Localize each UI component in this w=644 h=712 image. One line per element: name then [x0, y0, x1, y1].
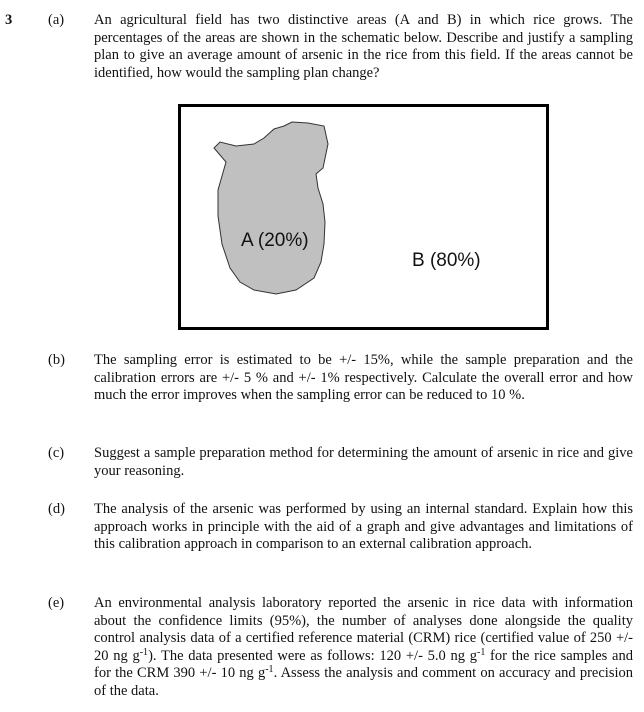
part-d-label: (d) [48, 501, 65, 517]
part-e-text-1: An environmental analysis laboratory reported the arsenic in rice data with information about the confidence limits (95%), the number of analyses done alongside the quality control analysis data of a certified reference material (CRM) rice (certified value of 250 +/- 20 ng g [94, 595, 633, 664]
area-a-label: A (20%) [241, 230, 309, 251]
part-e-text [94, 595, 633, 700]
part-c-label: (c) [48, 445, 65, 461]
question-number: 3 [5, 12, 13, 28]
field-schematic [178, 104, 549, 330]
unit-exponent: -1 [265, 664, 274, 675]
part-e-text-4: . Assess the analysis and comment on accuracy and precision of the data. [94, 665, 633, 699]
part-a-text: An agricultural field has two distinctive areas (A and B) in which rice grows. The percentages of the areas are shown in the schematic below. Describe and justify a sampling plan to give an average amount of arsenic in the rice from this field. If the areas cannot be identified, how would the sampling plan change? [94, 12, 633, 81]
part-e-text-2: ). The data presented were as follows: 120 +/- 5.0 ng g [148, 647, 477, 664]
part-e-label: (e) [48, 595, 65, 611]
area-b-label: B (80%) [412, 250, 481, 271]
part-a-label: (a) [48, 12, 65, 28]
part-b-text: The sampling error is estimated to be +/- 15%, while the sample preparation and the calibration errors are +/- 5 % and +/- 1% respectively. Calculate the overall error and how much the error improves when the sampling error can be reduced to 10 %. [94, 352, 633, 403]
area-a-region [214, 122, 328, 294]
part-b-label: (b) [48, 352, 65, 368]
unit-exponent: -1 [139, 646, 149, 658]
part-e-text-3: for the rice samples and for the CRM 390 +/- 10 ng g [94, 647, 633, 681]
unit-exponent: -1 [476, 646, 486, 658]
part-c-text: Suggest a sample preparation method for determining the amount of arsenic in rice and give your reasoning. [94, 445, 633, 479]
part-d-text: The analysis of the arsenic was performed by using an internal standard. Explain how this approach works in principle with the aid of a graph and give advantages and limitations of this calibration approach in comparison to an external calibration approach. [94, 501, 633, 552]
